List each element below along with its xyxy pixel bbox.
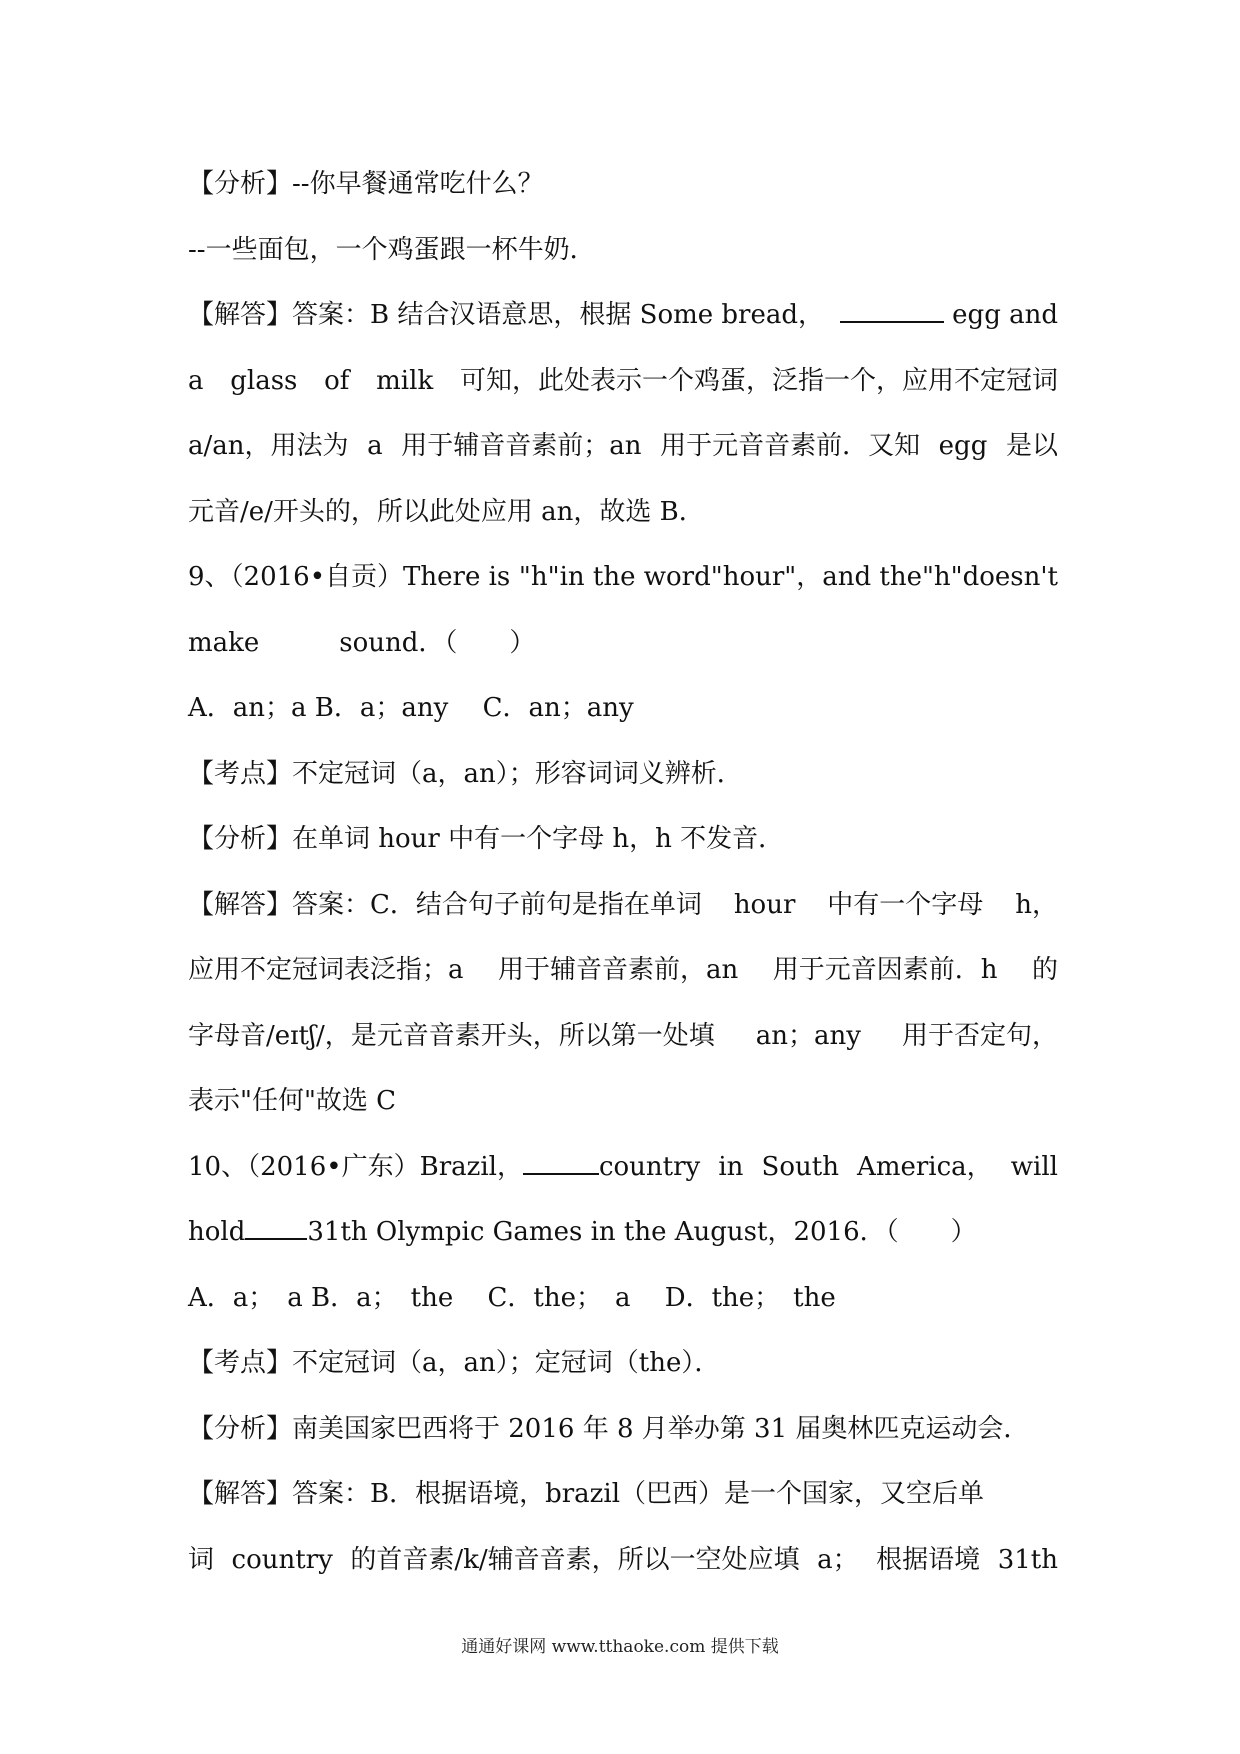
text-line: 【分析】南美国家巴西将于 2016 年 8 月举办第 31 届奥林匹克运动会． <box>188 1413 1030 1444</box>
text-line: --一些面包，一个鸡蛋跟一杯牛奶． <box>188 234 596 265</box>
text-line: 【分析】在单词 hour 中有一个字母 h，h 不发音． <box>188 824 785 854</box>
text-line: a/an，用法为 a 用于辅音音素前；an 用于元音音素前．又知 egg 是以 <box>188 431 1058 461</box>
text-line: 【解答】答案：B 结合汉语意思，根据 Some bread， egg and <box>188 300 1058 330</box>
answer-options: A．a； a B．a； the C．the； a D．the； the <box>188 1282 836 1313</box>
answer-options: A．an；a B．a；any C．an；any <box>188 693 634 723</box>
text-line: 元音/e/开头的，所以此处应用 an，故选 B． <box>188 496 705 527</box>
text-line: 【解答】答案：B．根据语境，brazil（巴西）是一个国家，又空后单 <box>188 1479 985 1509</box>
text-line: 词 country 的首音素/k/辅音音素，所以一空处应填 a； 根据语境 31th <box>188 1544 1058 1575</box>
question-9-line: 9、（2016•自贡）There is "h"in the word"hour"，and the"h"doesn't <box>188 562 1058 592</box>
fill-blank <box>523 1173 599 1175</box>
text-line: hold 31th Olympic Games in the August，2016．（ ） <box>188 1217 977 1247</box>
text-line: 应用不定冠词表泛指；a 用于辅音音素前，an 用于元音因素前．h 的 <box>188 955 1058 985</box>
text-line: 表示"任何"故选 C <box>188 1086 397 1116</box>
text-line: 【考点】不定冠词（a，an）；定冠词（the）． <box>188 1348 721 1378</box>
fill-blank <box>245 1238 307 1240</box>
text-line: 【解答】答案：C．结合句子前句是指在单词 hour 中有一个字母 h， <box>188 889 1058 920</box>
fill-blank <box>840 321 944 323</box>
text-line: make sound．（ ） <box>188 627 536 658</box>
text-line: 字母音/eɪtʃ/，是元音音素开头，所以第一处填 an；any 用于否定句， <box>188 1020 1058 1051</box>
document-body <box>188 156 1058 1597</box>
page-footer: 通通好课网 www.tthaoke.com 提供下载 <box>461 1637 779 1657</box>
question-10-line: 10、（2016•广东）Brazil， country in South America， will <box>188 1151 1058 1182</box>
text-line: a glass of milk 可知，此处表示一个鸡蛋，泛指一个，应用不定冠词 <box>188 365 1058 396</box>
text-line: 【考点】不定冠词（a，an）；形容词词义辨析． <box>188 758 743 789</box>
text-line: 【分析】--你早餐通常吃什么？ <box>188 169 544 199</box>
